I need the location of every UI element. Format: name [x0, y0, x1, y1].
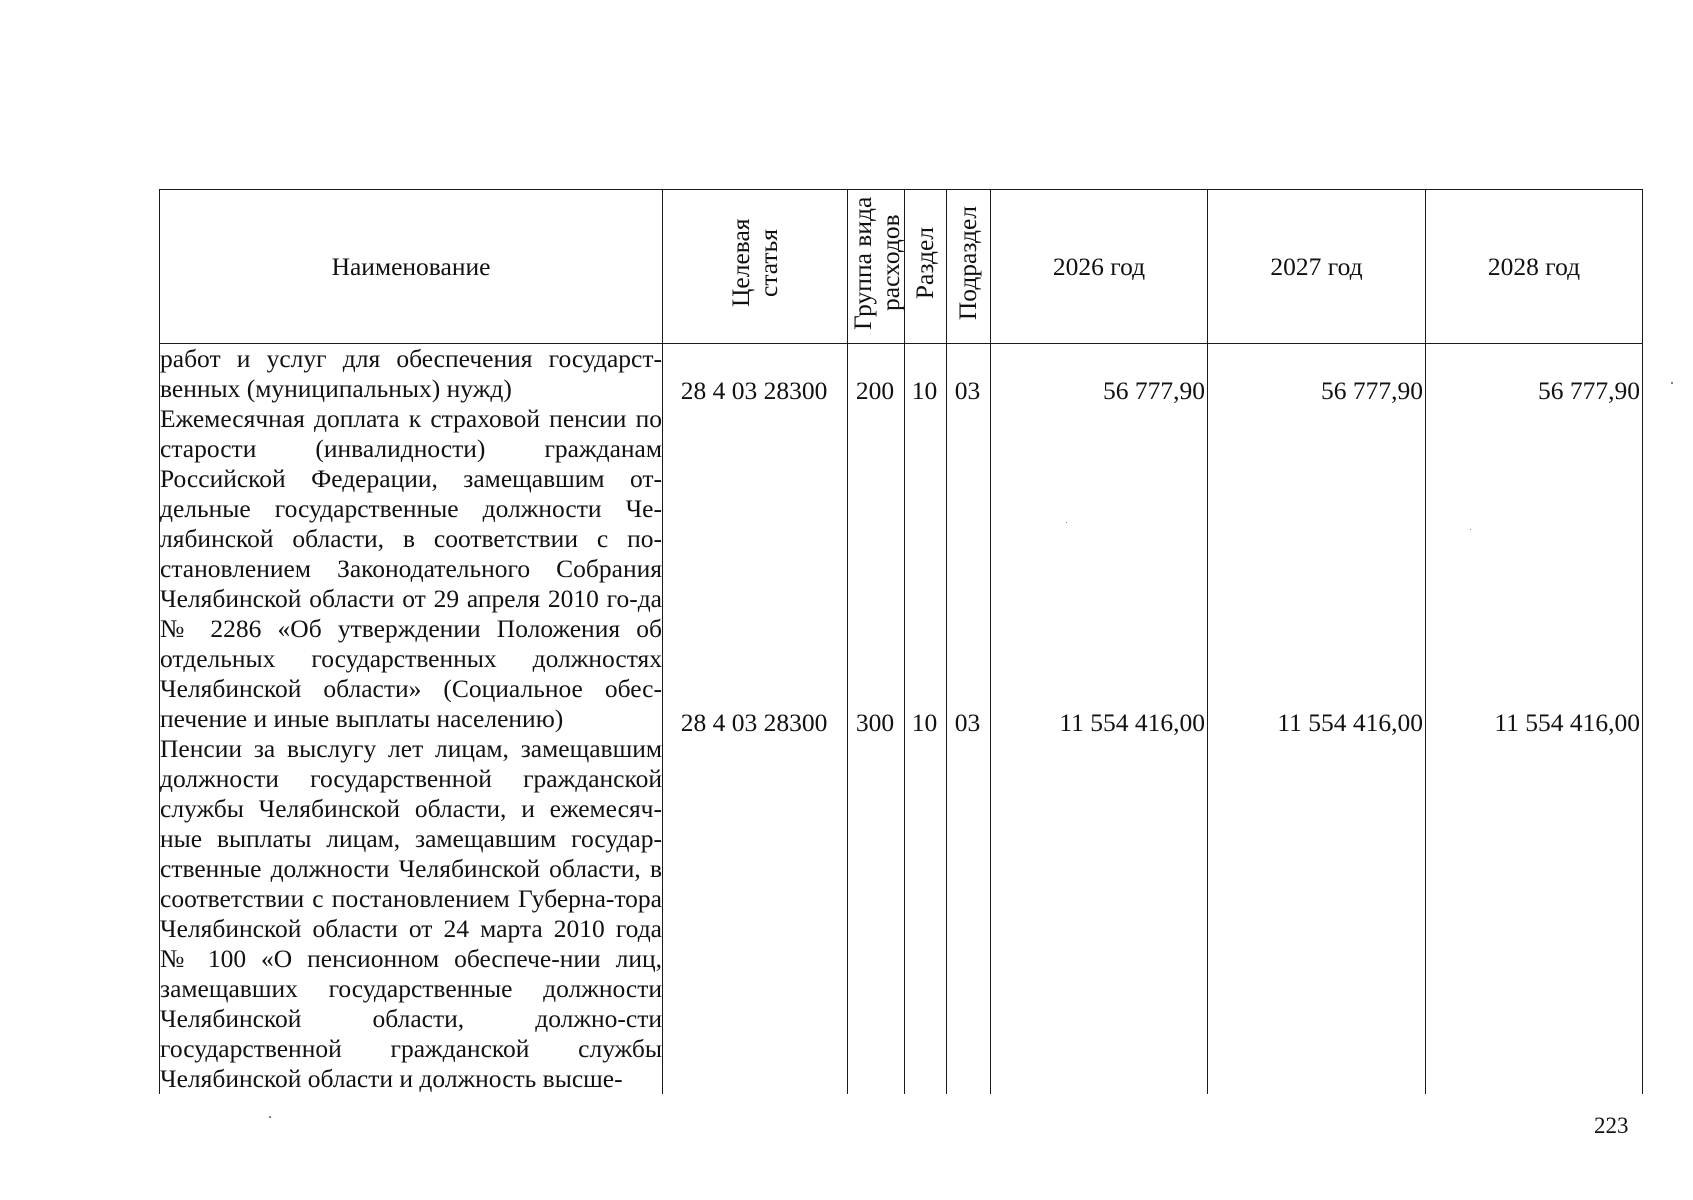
name-cell — [160, 344, 663, 1095]
scan-speck — [1470, 529, 1471, 530]
year-2027-cell — [1208, 344, 1426, 1095]
year-2028-value: 56 777,90 — [1538, 376, 1640, 405]
target-article-value: 28 4 03 28300 — [680, 708, 828, 737]
scan-speck — [269, 1116, 271, 1118]
subsection-cell — [947, 344, 991, 1095]
section-value: 10 — [911, 708, 938, 737]
header-target-article: Целевая статья — [663, 190, 848, 344]
expense-group-cell — [848, 344, 905, 1095]
header-subsection: Подраздел — [947, 190, 991, 344]
header-name: Наименование — [160, 190, 663, 344]
scan-speck — [1671, 382, 1673, 384]
header-year-2027: 2027 год — [1208, 190, 1426, 344]
year-2026-value: 11 554 416,00 — [1059, 708, 1205, 737]
header-section: Раздел — [905, 190, 947, 344]
budget-table — [159, 189, 1643, 1094]
header-year-2026: 2026 год — [991, 190, 1208, 344]
expense-group-value: 200 — [855, 376, 895, 405]
year-2027-value: 11 554 416,00 — [1277, 708, 1423, 737]
header-expense-group: Группа вида расходов — [848, 190, 905, 344]
table-body-row — [160, 344, 1643, 1095]
year-2028-cell — [1426, 344, 1643, 1095]
subsection-value: 03 — [954, 376, 981, 405]
year-2028-value: 11 554 416,00 — [1494, 708, 1640, 737]
year-2027-value: 56 777,90 — [1321, 376, 1423, 405]
section-value: 10 — [911, 376, 938, 405]
year-2026-cell — [991, 344, 1208, 1095]
header-year-2028: 2028 год — [1426, 190, 1643, 344]
scan-speck — [1066, 522, 1067, 523]
page-number: 223 — [1594, 1113, 1629, 1138]
year-2026-value: 56 777,90 — [1103, 376, 1205, 405]
row-name: Ежемесячная доплата к страховой пенсии по старости (инвалидности) гражданам Российской Федерации, замещавшим от-дельные государственные должности Че-лябинской области, в соответствии с по-становлением Законодательного Собрания Челябинской области от 29 апреля 2010 го-да № 2286 «Об утверждении Положения об отдельных государственных должностях Челябинской области» (Социальное обес-печение и иные выплаты населению) — [160, 404, 662, 733]
target-article-cell — [663, 344, 848, 1095]
table-header-row — [160, 190, 1643, 344]
row-name: Пенсии за выслугу лет лицам, замещавшим должности государственной гражданской службы Челябинской области, и ежемесяч-ные выплаты лицам, замещавшим государ-ственные должности Челябинской области, в соответствии с постановлением Губерна-тора Челябинской области от 24 марта 2010 года № 100 «О пенсионном обеспече-нии лиц, замещавших государственные должности Челябинской области, должно-сти государственной гражданской службы Челябинской области и должность высше- — [160, 734, 662, 1093]
expense-group-value: 300 — [855, 708, 895, 737]
section-cell — [905, 344, 947, 1095]
target-article-value: 28 4 03 28300 — [680, 376, 828, 405]
subsection-value: 03 — [954, 708, 981, 737]
row-name: работ и услуг для обеспечения государст-венных (муниципальных) нужд) — [160, 344, 662, 403]
